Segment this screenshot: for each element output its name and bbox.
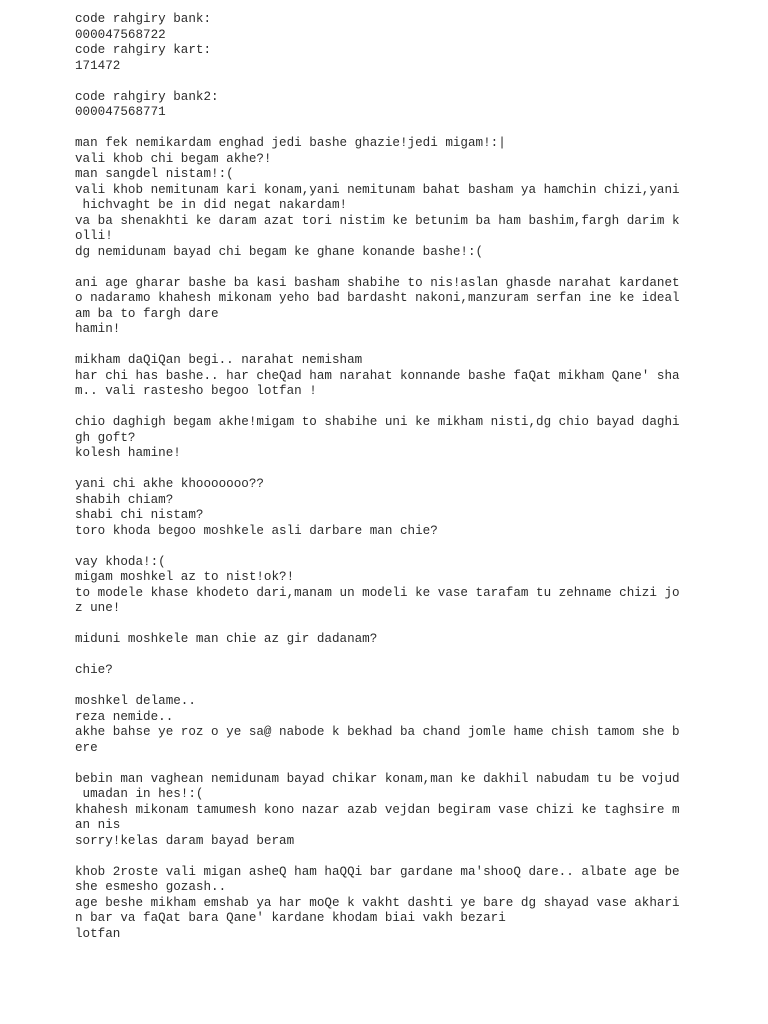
text-line: code rahgiry kart: [75,43,212,57]
text-line: dg nemidunam bayad chi begam ke ghane konande bashe!:( [75,244,484,259]
text-line: ani age gharar bashe ba kasi basham shabihe to nis!aslan ghasde narahat kardanet [75,275,680,290]
text-line: age beshe mikham emshab ya har moQe k vakht dashti ye bare dg shayad vase akhari [75,895,680,910]
text-line: kolesh hamine! [75,446,181,460]
text-line: bebin man vaghean nemidunam bayad chikar konam,man ke dakhil nabudam tu be vojud [75,771,680,786]
text-line: hichvaght be in did negat nakardam! [75,198,348,212]
text-line: am ba to fargh dare [75,306,219,321]
text-line: khob 2roste vali migan asheQ ham haQQi bar gardane ma'shooQ dare.. albate age be [75,864,680,879]
text-line: shabi chi nistam? [75,508,204,522]
text-line: o nadaramo khahesh mikonam yeho bad bardasht nakoni,manzuram serfan ine ke ideal [75,291,680,305]
text-line: miduni moshkele man chie az gir dadanam? [75,632,378,646]
text-line: hamin! [75,322,121,336]
text-line: akhe bahse ye roz o ye sa@ nabode k bekhad ba chand jomle hame chish tamom she b [75,725,680,739]
text-line: n bar va faQat bara Qane' kardane khodam biai vakh bezari [75,911,506,925]
text-line: mikham daQiQan begi.. narahat nemisham [75,353,363,367]
text-line: sorry!kelas daram bayad beram [75,833,295,848]
text-line: yani chi akhe khooooooo?? [75,477,264,491]
text-line: gh goft? [75,430,136,445]
text-line: 000047568771 [75,105,166,119]
text-line: vali khob nemitunam kari konam,yani nemitunam bahat basham ya hamchin chizi,yani [75,182,680,197]
blank-line [75,121,755,137]
text-line: vay khoda!:( [75,554,166,569]
text-line: reza nemide.. [75,709,174,724]
text-line: umadan in hes!:( [75,787,204,801]
blank-line [75,617,755,633]
blank-line [75,260,755,276]
text-line: har chi has bashe.. har cheQad ham narahat konnande bashe faQat mikham Qane' sha [75,368,680,383]
text-line: chie? [75,663,113,677]
text-line: toro khoda begoo moshkele asli darbare man chie? [75,523,438,538]
text-line: vali khob chi begam akhe?! [75,151,272,166]
text-line: man fek nemikardam enghad jedi bashe ghazie!jedi migam!:| [75,136,506,150]
text-line: khahesh mikonam tamumesh kono nazar azab vejdan begiram vase chizi ke taghsire m [75,802,680,817]
blank-line [75,338,755,354]
text-line: lotfan [75,926,121,941]
text-line: olli! [75,229,113,243]
text-line: 171472 [75,58,121,73]
blank-line [75,539,755,555]
text-line: m.. vali rastesho begoo lotfan ! [75,384,317,398]
text-line: code rahgiry bank2: [75,89,219,104]
text-line: migam moshkel az to nist!ok?! [75,570,295,584]
text-line: 000047568722 [75,27,166,42]
text-line: man sangdel nistam!:( [75,167,234,181]
text-line: z une! [75,601,121,615]
blank-line [75,648,755,664]
text-line: an nis [75,818,121,832]
text-line: code rahgiry bank: [75,12,212,26]
text-line: chio daghigh begam akhe!migam to shabihe uni ke mikham nisti,dg chio bayad daghi [75,415,680,429]
blank-line [75,849,755,865]
blank-line [75,679,755,695]
blank-line [75,462,755,478]
document-text [75,12,755,942]
text-line: shabih chiam? [75,492,174,507]
text-line: va ba shenakhti ke daram azat tori nistim ke betunim ba ham bashim,fargh darim k [75,213,680,228]
text-line: moshkel delame.. [75,694,196,708]
text-line: she esmesho gozash.. [75,880,227,894]
blank-line [75,756,755,772]
blank-line [75,74,755,90]
blank-line [75,400,755,416]
text-line: to modele khase khodeto dari,manam un modeli ke vase tarafam tu zehname chizi jo [75,585,680,600]
text-line: ere [75,740,98,755]
